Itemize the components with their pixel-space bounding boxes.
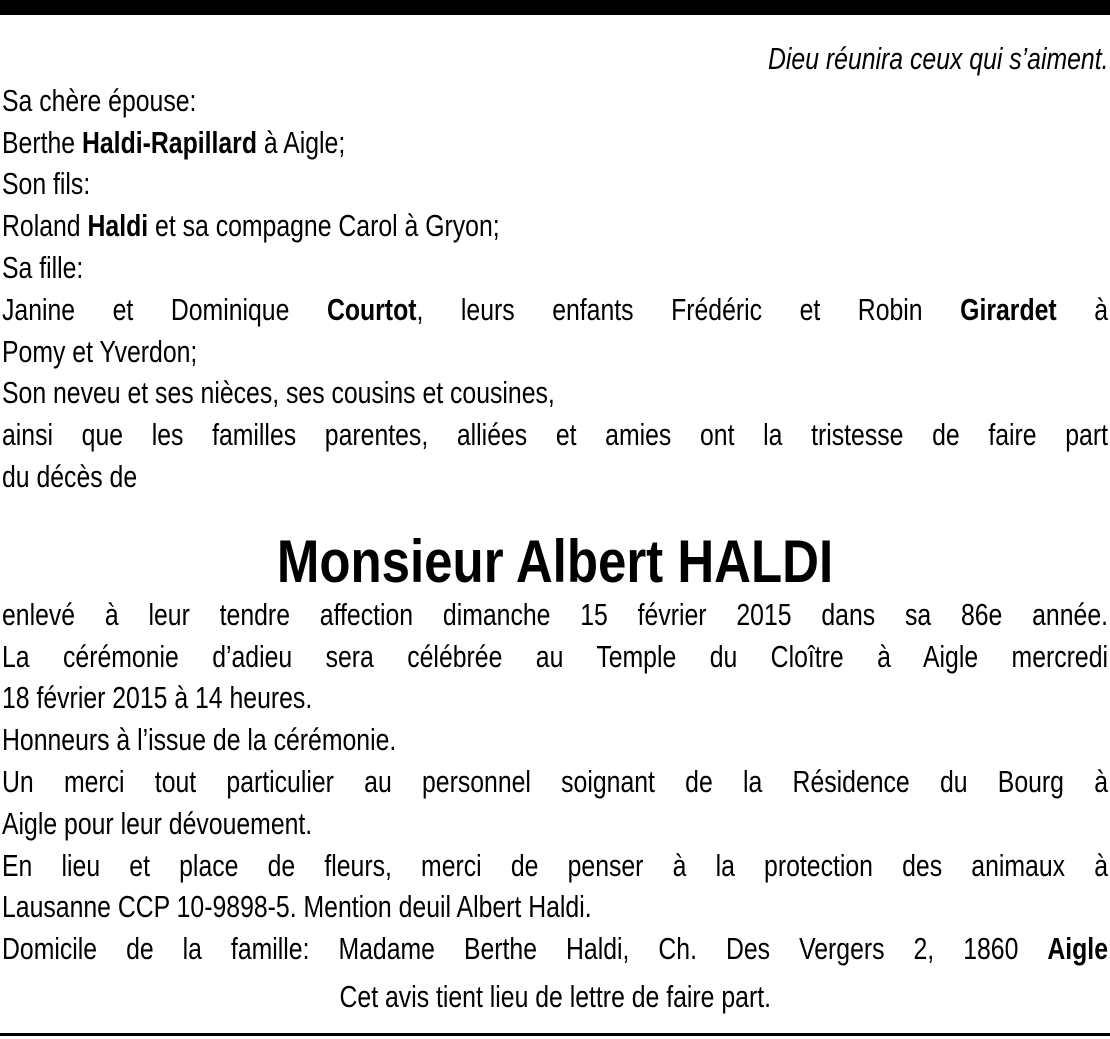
death-line: enlevé à leur tendre affection dimanche 15 février 2015 dans sa 86e année. [2, 596, 1108, 632]
wife-heading: Sa chère épouse: [2, 82, 197, 118]
daughter-heading: Sa fille: [2, 249, 84, 285]
donation-line-1: En lieu et place de fleurs, merci de penser à la protection des animaux à [2, 847, 1108, 883]
motto: Dieu réunira ceux qui s’aiment. [767, 41, 1108, 76]
ceremony-line-1: La cérémonie d’adieu sera célébrée au Temple du Cloître à Aigle mercredi [2, 638, 1108, 674]
son-line [2, 205, 1108, 247]
thanks-line-2: Aigle pour leur dévouement. [2, 805, 313, 841]
donation-line-2: Lausanne CCP 10-9898-5. Mention deuil Albert Haldi. [2, 889, 592, 925]
thanks-line-1: Un merci tout particulier au personnel soignant de la Résidence du Bourg à [2, 763, 1108, 799]
wife-place: à Aigle; [263, 124, 346, 160]
daughter-middle: , leurs enfants Frédéric et Robin [416, 291, 923, 327]
wife-line [2, 122, 1108, 164]
son-rest: et sa compagne Carol à Gryon; [155, 208, 500, 244]
bottom-rule [0, 1033, 1110, 1036]
daughter-first-names: Janine et Dominique [2, 291, 290, 327]
grandchildren-surname: Girardet [960, 291, 1057, 327]
announce-line-1: ainsi que les familles parentes, alliées et amies ont la tristesse de faire part [2, 417, 1108, 453]
address-line [2, 928, 1108, 970]
grandchildren-a: à [1094, 291, 1108, 327]
daughter-line [2, 289, 1108, 331]
deceased-name: Monsieur Albert HALDI [276, 527, 834, 595]
address-text: Domicile de la famille: Madame Berthe Haldi, Ch. Des Vergers 2, 1860 [2, 931, 1019, 967]
death-notice [2, 38, 1108, 1018]
honours-line: Honneurs à l’issue de la cérémonie. [2, 722, 397, 758]
son-first-name: Roland [2, 208, 81, 244]
wife-first-name: Berthe [2, 124, 76, 160]
son-heading: Son fils: [2, 166, 91, 202]
address-city: Aigle [1047, 931, 1108, 967]
relatives-line: Son neveu et ses nièces, ses cousins et cousines, [2, 375, 555, 411]
son-surname: Haldi [87, 208, 149, 244]
daughter-places: Pomy et Yverdon; [2, 333, 198, 369]
top-rule [0, 0, 1110, 15]
ceremony-line-2: 18 février 2015 à 14 heures. [2, 680, 313, 716]
wife-surname: Haldi-Rapillard [81, 124, 257, 160]
announce-line-2: du décès de [2, 458, 138, 494]
closing-line: Cet avis tient lieu de lettre de faire part. [339, 978, 771, 1014]
daughter-surname: Courtot [326, 291, 417, 327]
